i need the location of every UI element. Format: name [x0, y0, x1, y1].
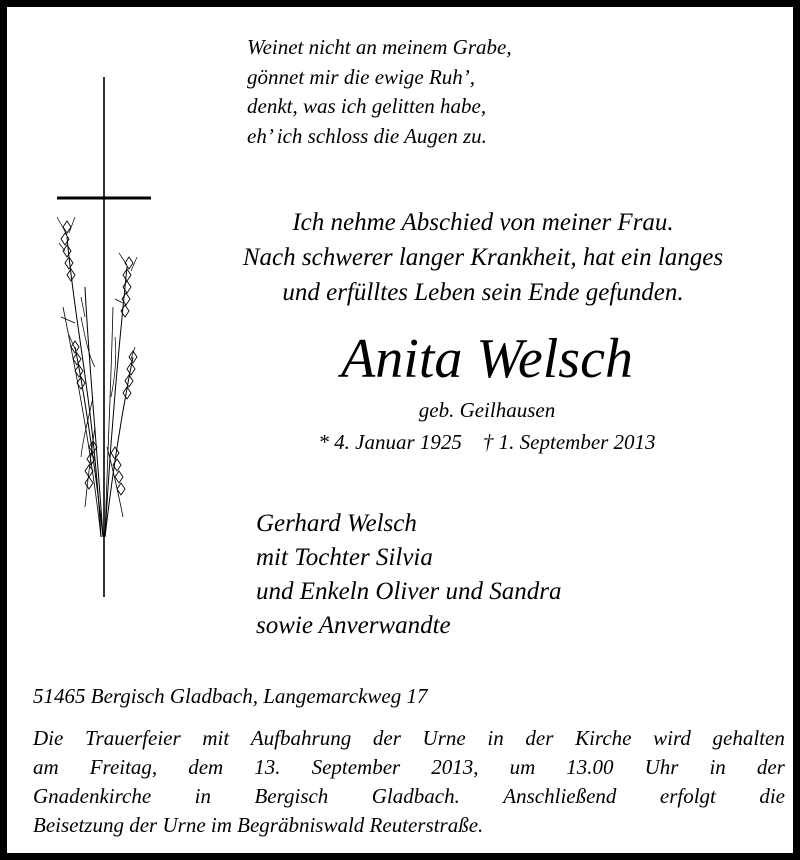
service-word: der	[372, 726, 401, 750]
mourner-line: Gerhard Welsch	[256, 510, 417, 537]
mourners-list	[256, 507, 562, 643]
service-word: der	[756, 755, 785, 779]
service-word: am	[33, 755, 59, 779]
service-word: die	[759, 784, 785, 808]
service-word: erfolgt	[659, 784, 716, 808]
service-word: Kirche	[575, 726, 632, 750]
service-word: Urne	[422, 726, 466, 750]
service-word: Uhr	[644, 755, 679, 779]
service-word: 2013,	[431, 755, 479, 779]
mourner-line: sowie Anverwandte	[256, 612, 451, 639]
service-word: 13.	[254, 755, 281, 779]
service-word: wird	[653, 726, 691, 750]
service-details	[33, 724, 785, 840]
service-word: Gladbach.	[371, 784, 460, 808]
service-line	[33, 724, 785, 753]
announcement-line: Ich nehme Abschied von meiner Frau.	[292, 209, 674, 236]
cross-with-wheat-icon	[45, 67, 165, 607]
mourner-line: und Enkeln Oliver und Sandra	[256, 578, 562, 605]
announcement-line: Nach schwerer langer Krankheit, hat ein langes	[242, 244, 724, 271]
service-word: dem	[188, 755, 224, 779]
service-word: September	[311, 755, 401, 779]
birth-date: * 4. Januar 1925	[318, 430, 462, 454]
mourner-line: mit Tochter Silvia	[256, 544, 433, 571]
service-line	[33, 782, 785, 811]
announcement-text	[167, 205, 799, 310]
service-word: in	[709, 755, 726, 779]
service-word: Freitag,	[89, 755, 158, 779]
service-word: Bergisch	[254, 784, 329, 808]
poem-line: eh’ ich schloss die Augen zu.	[247, 123, 487, 148]
service-word: Gnadenkirche	[33, 784, 152, 808]
service-word: 13.00	[566, 755, 614, 779]
announcement-line: und erfülltes Leben sein Ende gefunden.	[282, 279, 684, 306]
service-word: in	[487, 726, 504, 750]
service-word: Die	[33, 726, 64, 750]
service-line	[33, 753, 785, 782]
deceased-name: Anita Welsch	[341, 328, 633, 390]
service-word: gehalten	[712, 726, 785, 750]
service-word: Trauerfeier	[85, 726, 181, 750]
life-dates	[217, 427, 757, 457]
address: 51465 Bergisch Gladbach, Langemarckweg 17	[33, 684, 428, 708]
service-word: Aufbahrung	[250, 726, 352, 750]
service-word: Anschließend	[503, 784, 617, 808]
poem-line: Weinet nicht an meinem Grabe,	[247, 35, 512, 59]
maiden-name: geb. Geilhausen	[418, 398, 556, 422]
death-date: † 1. September 2013	[482, 430, 656, 454]
poem-line: denkt, was ich gelitten habe,	[247, 94, 487, 118]
poem-line: gönnet mir die ewige Ruh’,	[247, 64, 476, 89]
service-word: der	[525, 726, 554, 750]
service-word: mit	[202, 726, 230, 750]
service-word: in	[194, 784, 211, 808]
service-line: Beisetzung der Urne im Begräbniswald Reuterstraße.	[33, 813, 484, 837]
service-word: um	[509, 755, 536, 779]
poem	[247, 33, 512, 151]
